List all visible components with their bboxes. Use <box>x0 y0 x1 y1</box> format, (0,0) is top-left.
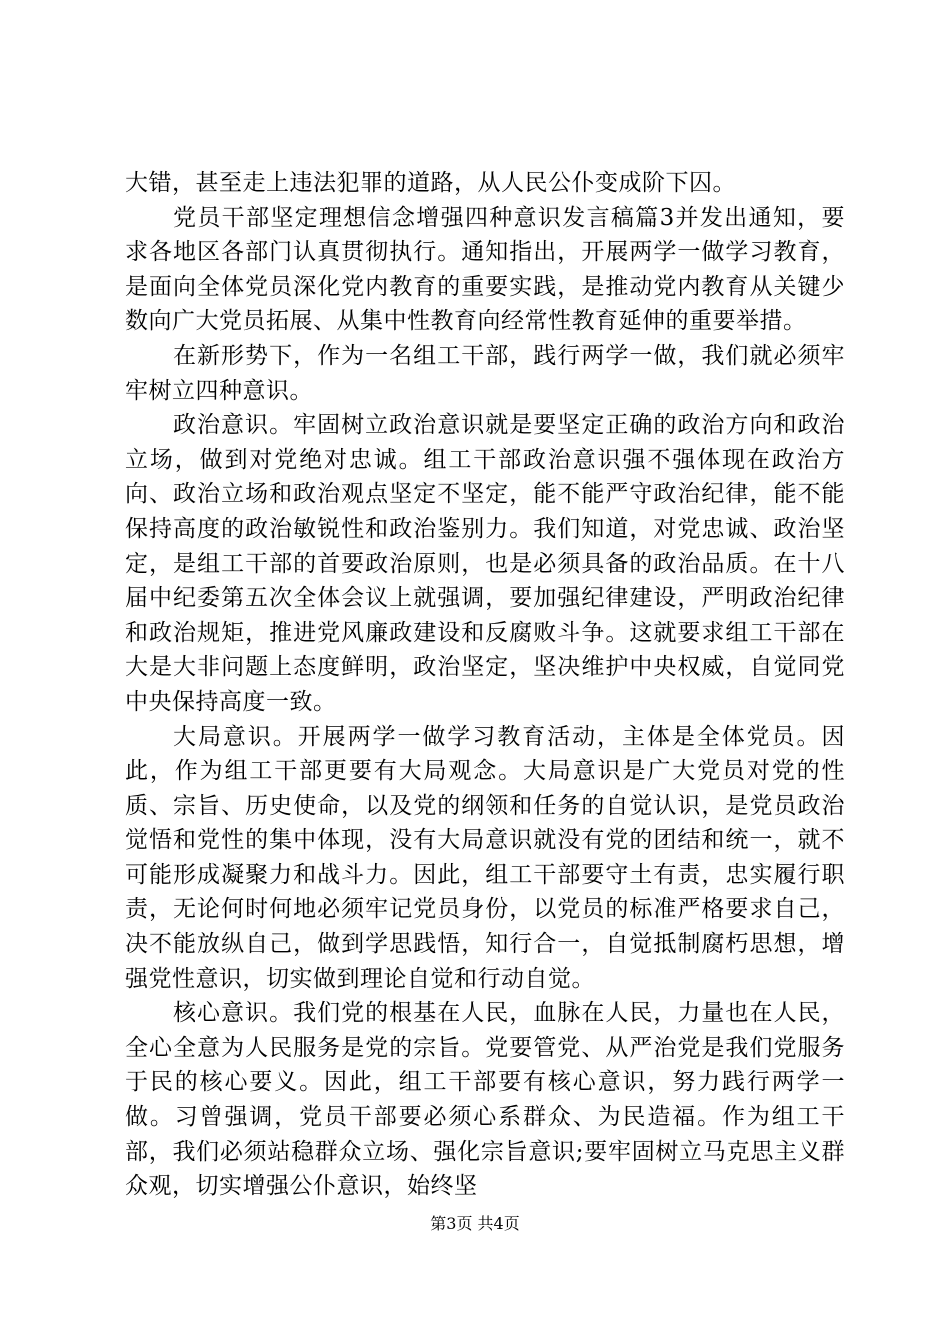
paragraph-intro: 在新形势下，作为一名组工干部，践行两学一做，我们就必须牢牢树立四种意识。 <box>125 342 845 404</box>
paragraph-continuation: 大错，甚至走上违法犯罪的道路，从人民公仆变成阶下囚。 <box>125 170 736 196</box>
paragraph-overall-awareness: 大局意识。开展两学一做学习教育活动，主体是全体党员。因此，作为组工干部更要有大局观念。大局意识是广大党员对党的性质、宗旨、历史使命，以及党的纲领和任务的自觉认识，是党员政治觉悟和党性的集中体现，没有大局意识就没有党的团结和统一，就不可能形成凝聚力和战斗力。因此，组工干部要守土有责，忠实履行职责，无论何时何地必须牢记党员身份，以党员的标准严格要求自己，决不能放纵自己，做到学思践悟，知行合一，自觉抵制腐朽思想，增强党性意识，切实做到理论自觉和行动自觉。 <box>125 723 845 992</box>
paragraph-core-awareness: 核心意识。我们党的根基在人民，血脉在人民，力量也在人民，全心全意为人民服务是党的宗旨。党要管党、从严治党是我们党服务于民的核心要义。因此，组工干部要有核心意识，努力践行两学一做。习曾强调，党员干部要必须心系群众、为民造福。作为组工干部，我们必须站稳群众立场、强化宗旨意识;要牢固树立马克思主义群众观，切实增强公仆意识，始终坚 <box>125 1000 845 1200</box>
page-footer: 第3页 共4页 <box>430 1214 520 1233</box>
paragraph-notice: 党员干部坚定理想信念增强四种意识发言稿篇3并发出通知，要求各地区各部门认真贯彻执行。通知指出，开展两学一做学习教育，是面向全体党员深化党内教育的重要实践，是推动党内教育从关键少数向广大党员拓展、从集中性教育向经常性教育延伸的重要举措。 <box>125 204 845 335</box>
paragraph-political-awareness: 政治意识。牢固树立政治意识就是要坚定正确的政治方向和政治立场，做到对党绝对忠诚。组工干部政治意识强不强体现在政治方向、政治立场和政治观点坚定不坚定，能不能严守政治纪律，能不能保持高度的政治敏锐性和政治鉴别力。我们知道，对党忠诚、政治坚定，是组工干部的首要政治原则，也是必须具备的政治品质。在十八届中纪委第五次全体会议上就强调，要加强纪律建设，严明政治纪律和政治规矩，推进党风廉政建设和反腐败斗争。这就要求组工干部在大是大非问题上态度鲜明，政治坚定，坚决维护中央权威，自觉同党中央保持高度一致。 <box>125 412 845 715</box>
document-body <box>125 166 845 1204</box>
